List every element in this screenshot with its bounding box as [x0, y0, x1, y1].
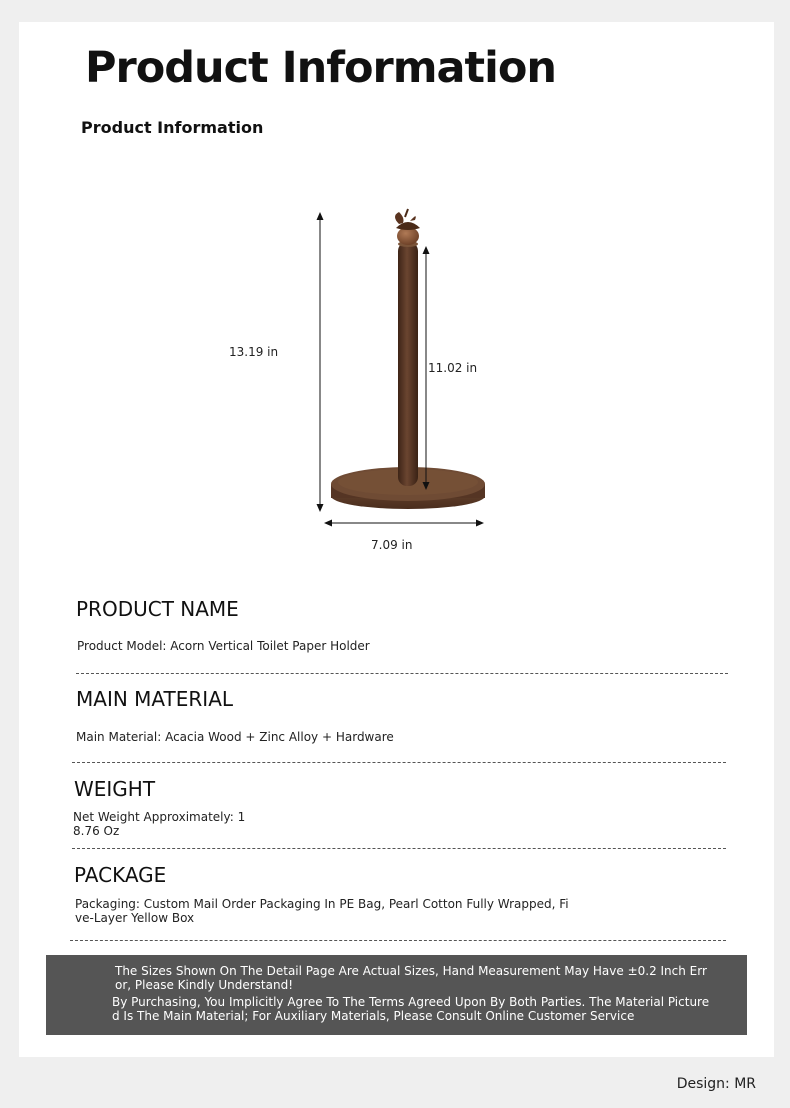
disclaimer-line: or, Please Kindly Understand!: [115, 978, 294, 992]
total-height-arrow: [317, 212, 324, 512]
holder-rod: [398, 241, 418, 486]
section-divider: [76, 673, 728, 674]
product-name-text: Product Model: Acorn Vertical Toilet Paper Holder: [77, 639, 370, 653]
disclaimer-line: The Sizes Shown On The Detail Page Are Actual Sizes, Hand Measurement May Have ±0.2 Inch Err: [115, 964, 707, 978]
weight-text-line2: 8.76 Oz: [73, 824, 120, 838]
package-text-line1: Packaging: Custom Mail Order Packaging In PE Bag, Pearl Cotton Fully Wrapped, Fi: [75, 897, 569, 911]
rod-height-label: 11.02 in: [428, 361, 478, 375]
total-height-label: 13.19 in: [229, 345, 279, 359]
main-material-text: Main Material: Acacia Wood + Zinc Alloy + Hardware: [76, 730, 394, 744]
product-dimension-figure: [19, 22, 774, 582]
section-divider: [72, 848, 726, 849]
package-heading: PACKAGE: [74, 863, 167, 887]
product-info-card: [19, 22, 774, 1057]
disclaimer-line: d Is The Main Material; For Auxiliary Materials, Please Consult Online Customer Service: [112, 1009, 635, 1023]
base-width-label: 7.09 in: [371, 538, 413, 552]
disclaimer-box: [46, 955, 747, 1035]
design-credit: Design: MR: [676, 1076, 756, 1092]
acorn-finial-icon: [395, 209, 420, 245]
section-subtitle: Product Information: [81, 118, 264, 137]
product-name-heading: PRODUCT NAME: [76, 597, 239, 621]
page-title: Product Information: [85, 43, 557, 93]
disclaimer-line: By Purchasing, You Implicitly Agree To The Terms Agreed Upon By Both Parties. The Material Picture: [112, 995, 710, 1009]
main-material-heading: MAIN MATERIAL: [76, 687, 234, 711]
package-text-line2: ve-Layer Yellow Box: [75, 911, 195, 925]
section-divider: [70, 940, 726, 941]
base-width-arrow: [324, 520, 484, 527]
weight-text-line1: Net Weight Approximately: 1: [73, 810, 246, 824]
section-divider: [72, 762, 726, 763]
weight-heading: WEIGHT: [74, 777, 156, 801]
